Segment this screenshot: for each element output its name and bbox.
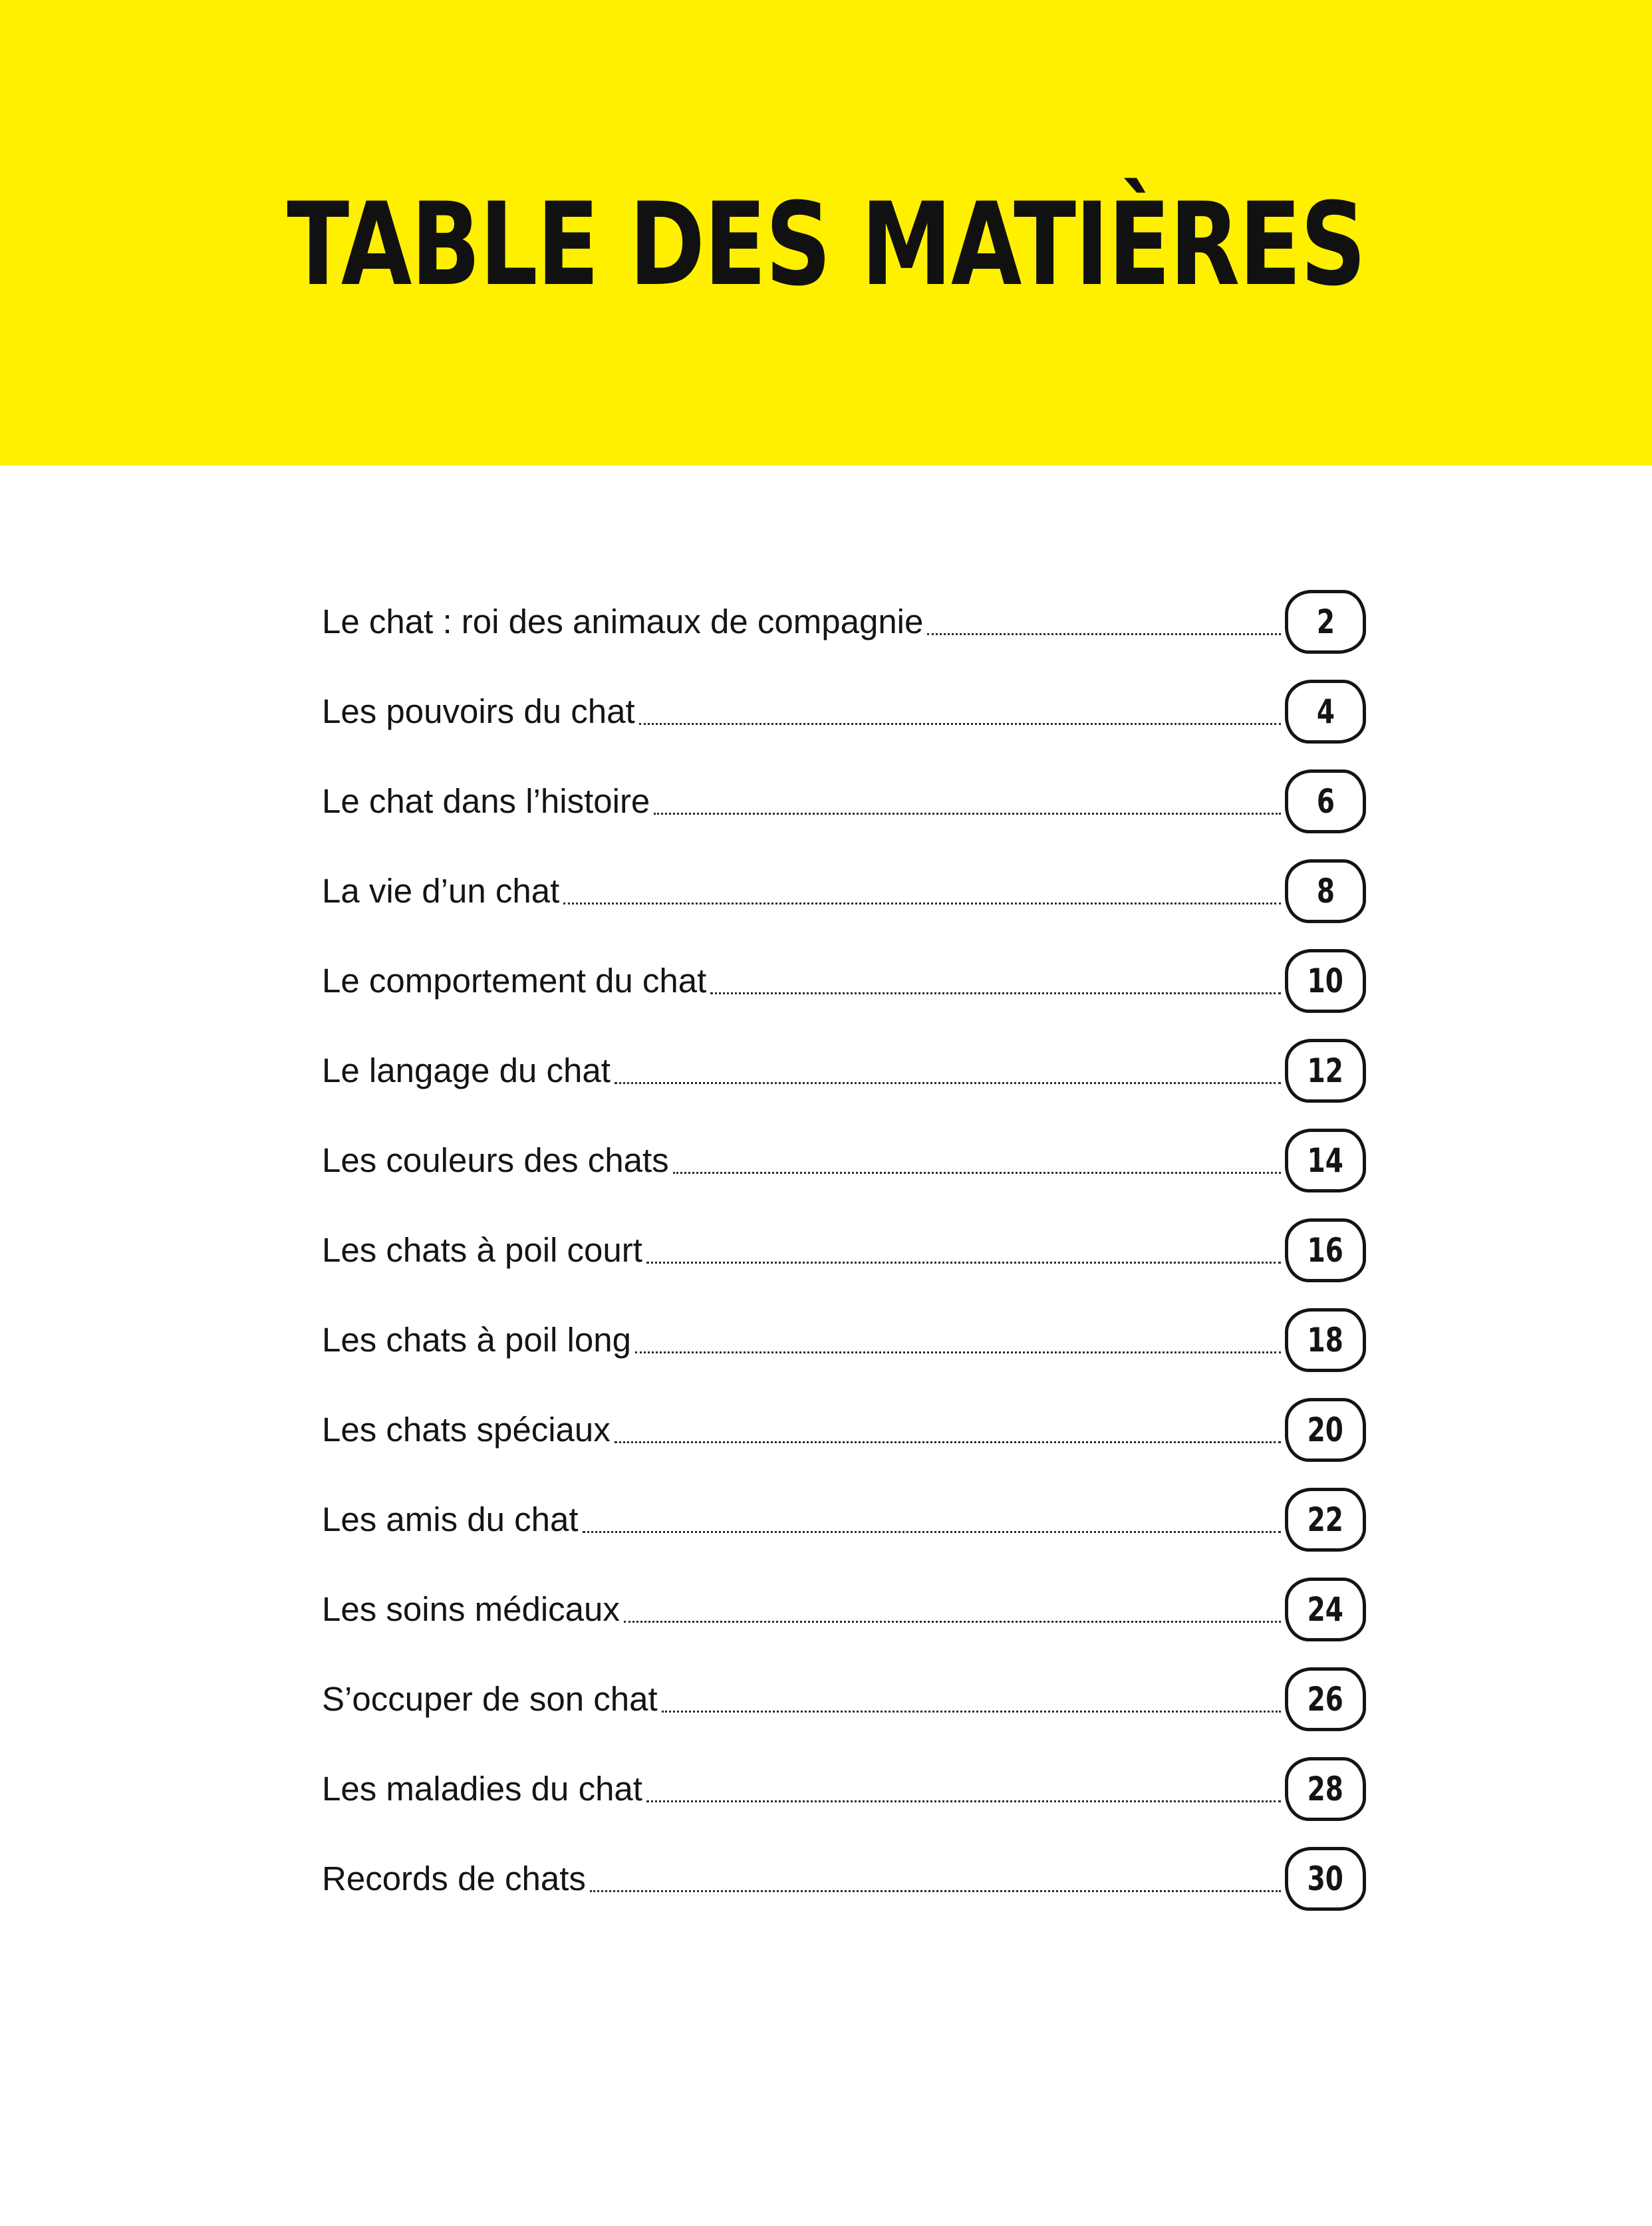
dot-leader [927, 633, 1281, 635]
toc-entry[interactable] [322, 936, 1366, 1026]
dot-leader [710, 992, 1281, 994]
toc-entry[interactable] [322, 1564, 1366, 1654]
page-number: 24 [1307, 1590, 1344, 1629]
dot-leader [583, 1531, 1281, 1533]
dot-leader [624, 1621, 1281, 1623]
toc-entry-title: Le chat : roi des animaux de compagnie [322, 602, 924, 640]
dot-leader [646, 1800, 1281, 1802]
toc-entry-title: Les amis du chat [322, 1500, 579, 1538]
toc-entry[interactable] [322, 1385, 1366, 1474]
toc-entry[interactable] [322, 577, 1366, 666]
toc-entry[interactable] [322, 666, 1366, 756]
page-number-badge [1285, 769, 1366, 833]
page-number-badge [1285, 1847, 1366, 1911]
page-number: 20 [1307, 1410, 1344, 1449]
dot-leader [615, 1082, 1281, 1084]
page-number-badge [1285, 1578, 1366, 1641]
dot-leader [639, 723, 1281, 725]
toc-entry-title: Les pouvoirs du chat [322, 692, 635, 730]
toc-entry-title: Les chats spéciaux [322, 1410, 611, 1449]
page-title: TABLE DES MATIÈRES [287, 178, 1365, 311]
toc-entry-title: Les chats à poil long [322, 1320, 631, 1359]
toc-entry-title: Les couleurs des chats [322, 1141, 669, 1179]
toc-entry-title: Records de chats [322, 1859, 586, 1897]
toc-entry-title: Les soins médicaux [322, 1590, 620, 1628]
page-number: 28 [1307, 1769, 1344, 1808]
dot-leader [590, 1890, 1281, 1892]
page-number-badge [1285, 1757, 1366, 1821]
page-number: 26 [1307, 1679, 1344, 1719]
page-number: 14 [1307, 1141, 1344, 1180]
page-number-badge [1285, 1039, 1366, 1103]
dot-leader [635, 1351, 1281, 1353]
table-of-contents [322, 577, 1366, 1923]
dot-leader [615, 1441, 1281, 1443]
toc-entry[interactable] [322, 1026, 1366, 1115]
toc-entry[interactable] [322, 756, 1366, 846]
dot-leader [654, 813, 1281, 815]
toc-entry-title: S’occuper de son chat [322, 1679, 658, 1718]
page-number: 12 [1307, 1051, 1344, 1090]
page-number-badge [1285, 859, 1366, 923]
dot-leader [563, 903, 1281, 904]
toc-entry-title: Le comportement du chat [322, 961, 707, 1000]
page-number-badge [1285, 1129, 1366, 1192]
toc-entry[interactable] [322, 1295, 1366, 1385]
page-number-badge [1285, 1218, 1366, 1282]
dot-leader [673, 1172, 1281, 1174]
dot-leader [646, 1262, 1281, 1264]
page-number-badge [1285, 680, 1366, 744]
toc-entry-title: Les chats à poil court [322, 1230, 642, 1269]
toc-entry[interactable] [322, 1115, 1366, 1205]
page-number-badge [1285, 590, 1366, 654]
page-number-badge [1285, 1308, 1366, 1372]
page-number-badge [1285, 1488, 1366, 1552]
toc-entry[interactable] [322, 1834, 1366, 1923]
dot-leader [662, 1711, 1281, 1713]
page-number: 16 [1307, 1230, 1344, 1270]
page-number: 18 [1307, 1320, 1344, 1359]
toc-entry[interactable] [322, 1205, 1366, 1295]
page-number-badge [1285, 1398, 1366, 1462]
toc-entry-title: Le langage du chat [322, 1051, 611, 1089]
page-number: 6 [1316, 781, 1335, 821]
toc-entry-title: La vie d’un chat [322, 871, 560, 910]
toc-entry-title: Les maladies du chat [322, 1769, 642, 1808]
page-number: 2 [1316, 602, 1335, 641]
page-number: 8 [1316, 871, 1335, 910]
page-number-badge [1285, 949, 1366, 1013]
page-number: 4 [1316, 692, 1335, 731]
page-number: 22 [1307, 1500, 1344, 1539]
toc-entry[interactable] [322, 1744, 1366, 1834]
page-number: 30 [1307, 1859, 1344, 1898]
page-number: 10 [1307, 961, 1344, 1000]
toc-entry[interactable] [322, 1474, 1366, 1564]
page-number-badge [1285, 1667, 1366, 1731]
toc-entry[interactable] [322, 1654, 1366, 1744]
toc-entry[interactable] [322, 846, 1366, 936]
header-band [0, 0, 1652, 466]
toc-entry-title: Le chat dans l’histoire [322, 781, 650, 820]
